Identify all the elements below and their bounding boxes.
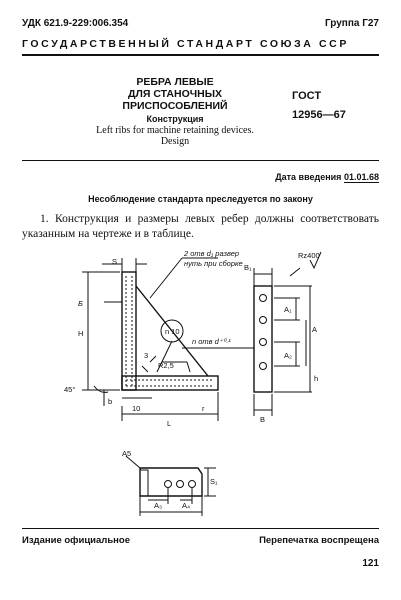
standard-heading: ГОСУДАРСТВЕННЫЙ СТАНДАРТ СОЮЗА ССР (22, 38, 349, 50)
label-note1: 2 отв d₁ развер (184, 249, 240, 258)
footer-reprint-notice: Перепечатка воспрещена (259, 535, 379, 546)
label-a2: A₂ (284, 351, 292, 360)
label-angle: 45° (64, 385, 76, 394)
group-code: Группа Г27 (324, 18, 379, 29)
rib-bottom-view (126, 456, 216, 516)
label-bb: B (260, 415, 266, 424)
rib-side-view (182, 252, 321, 416)
title-rule (22, 160, 379, 161)
label-a: A (312, 325, 318, 334)
title-block (70, 76, 280, 147)
intro-label: Дата введения (275, 172, 342, 182)
label-ten: 10 (132, 404, 141, 413)
title-ru-subtitle: Конструкция (146, 114, 204, 124)
label-a5: A5 (122, 449, 132, 458)
label-a4: A₄ (182, 501, 191, 510)
body-paragraph: 1. Конструкция и размеры левых ребер должны соответствовать указанным на чертеже и в таблице. (22, 213, 379, 240)
label-l: L (167, 419, 172, 428)
page-number: 121 (362, 558, 379, 569)
intro-date (275, 172, 379, 182)
legal-notice: Несоблюдение стандарта преследуется по закону (88, 194, 313, 204)
label-three: 3 (144, 351, 149, 360)
footer-official-edition: Издание официальное (22, 535, 130, 546)
gost-number: 12956—67 (292, 109, 346, 121)
label-a1: A₁ (284, 305, 292, 314)
footer-rule (22, 528, 379, 529)
label-rz: Rz400 (298, 251, 320, 260)
label-b1: B₁ (244, 263, 252, 272)
header-rule (22, 54, 379, 56)
label-nholes: n отв d⁺⁰·¹ (192, 337, 231, 346)
title-ru-line1: РЕБРА ЛЕВЫЕ (136, 76, 214, 88)
label-r: r (202, 404, 205, 413)
label-note2: нуть при сборке (184, 259, 243, 268)
title-ru-line3: ПРИСПОСОБЛЕНИЙ (122, 100, 228, 112)
label-r25: R2,5 (158, 361, 174, 370)
udk-code: УДК 621.9-229:006.354 (22, 18, 129, 29)
label-circle: n 10 (165, 327, 180, 336)
technical-drawing (22, 246, 379, 526)
label-h: H (78, 329, 84, 338)
intro-date-value: 01.01.68 (343, 172, 379, 182)
gost-label: ГОСТ (292, 90, 322, 102)
label-a3: A₃ (154, 501, 163, 510)
title-en-line1: Left ribs for machine retaining devices. (96, 125, 254, 136)
label-b-letter: Б (78, 299, 83, 308)
label-s1: S₁ (210, 477, 218, 486)
label-h2: h (314, 374, 319, 383)
label-s: S (112, 257, 118, 266)
label-b-dim: b (108, 397, 113, 406)
title-ru-line2: ДЛЯ СТАНОЧНЫХ (128, 88, 222, 100)
title-en-line2: Design (160, 136, 190, 147)
